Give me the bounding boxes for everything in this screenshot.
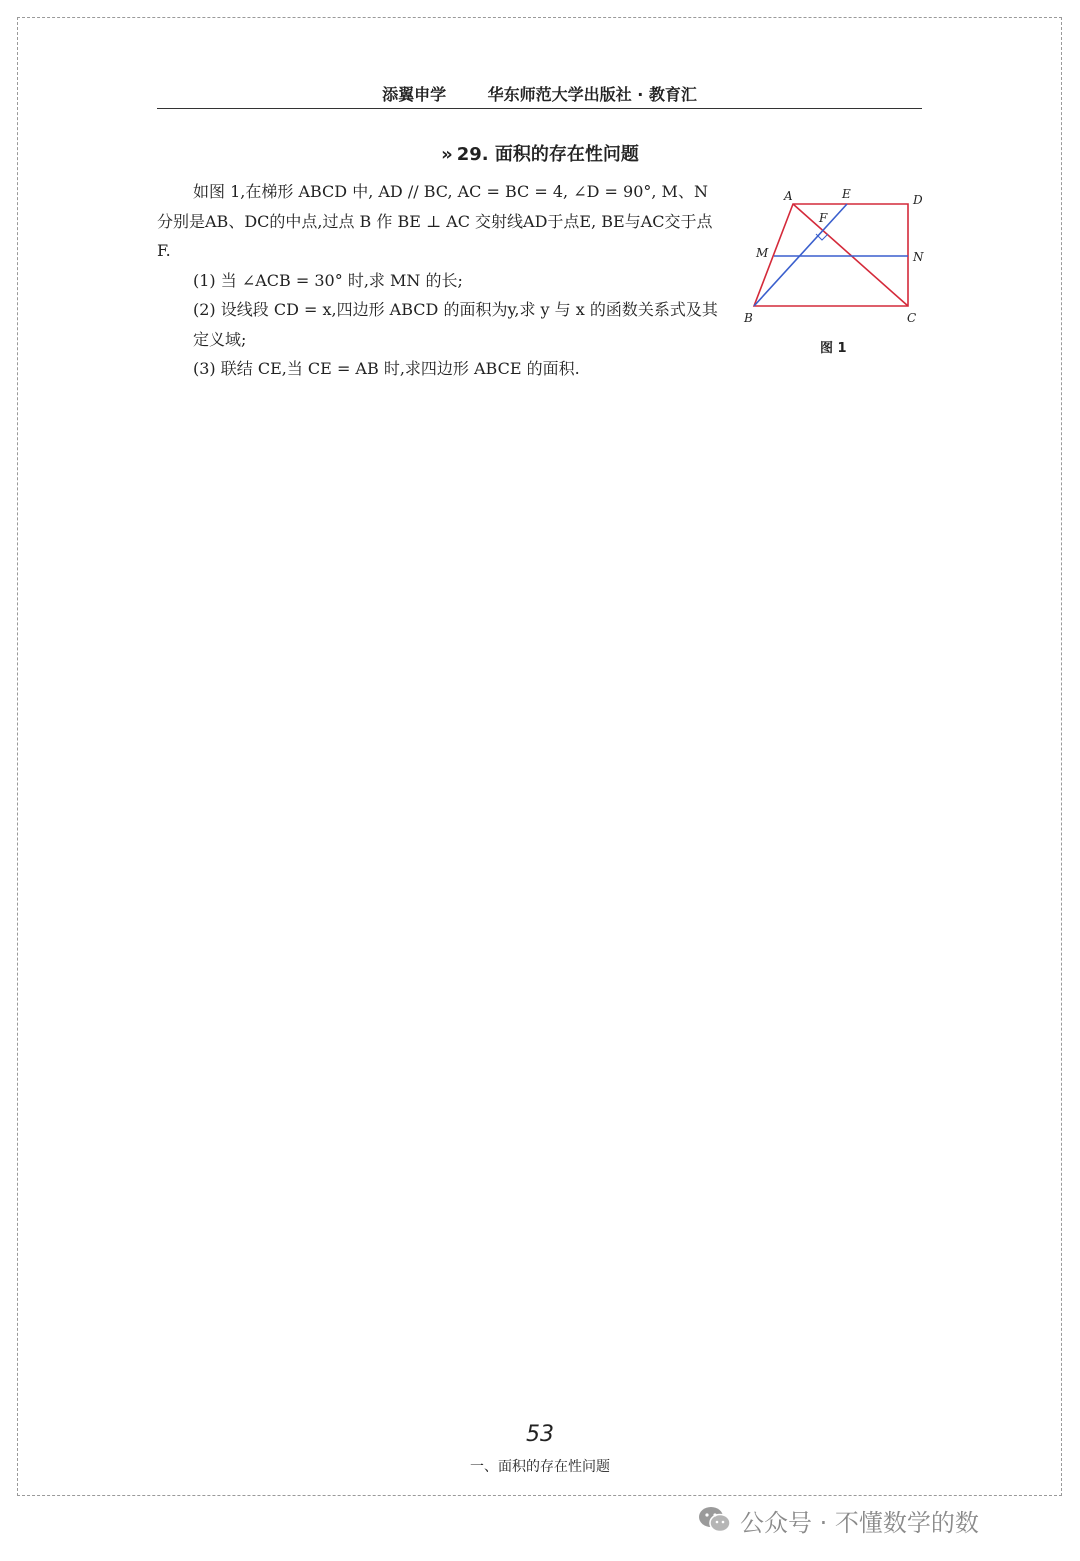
figure-caption: 图 1: [820, 341, 847, 356]
segment-ac: [793, 204, 908, 306]
wechat-icon: [698, 1505, 732, 1535]
label-n: N: [913, 250, 924, 264]
header-school: 添翼申学: [382, 85, 447, 104]
label-e: E: [842, 187, 851, 201]
problem-text: [157, 177, 722, 384]
label-a: A: [784, 189, 793, 203]
label-m: M: [756, 246, 769, 260]
label-b: B: [744, 311, 753, 325]
chapter-footer: 一、面积的存在性问题: [470, 1459, 610, 1475]
watermark: [698, 1500, 979, 1540]
chevron-icon: »: [441, 144, 453, 165]
label-f: F: [819, 211, 828, 225]
header-publisher: 华东师范大学出版社 · 教育汇: [487, 85, 697, 104]
question-3: (3) 联结 CE,当 CE = AB 时,求四边形 ABCE 的面积.: [193, 359, 580, 378]
label-d: D: [913, 193, 923, 207]
problem-intro: 如图 1,在梯形 ABCD 中, AD // BC, AC = BC = 4, ∠D = 90°, M、N 分别是AB、DC的中点,过点 B 作 BE ⊥ AC 交射线AD于点E, BE与AC交于点F.: [157, 182, 713, 260]
question-2: (2) 设线段 CD = x,四边形 ABCD 的面积为y,求 y 与 x 的函数关系式及其定义域;: [193, 300, 718, 349]
section-title: [0, 140, 1080, 166]
watermark-text: 公众号 · 不懂数学的数: [740, 1508, 979, 1537]
page-number: 53: [526, 1422, 554, 1447]
trapezoid-diagram: [740, 182, 930, 362]
title-text: 29. 面积的存在性问题: [456, 144, 639, 165]
figure-1: [740, 182, 930, 362]
question-1: (1) 当 ∠ACB = 30° 时,求 MN 的长;: [193, 270, 463, 290]
label-c: C: [907, 311, 917, 325]
trapezoid-abcd: [754, 204, 908, 306]
running-header: [157, 82, 922, 109]
